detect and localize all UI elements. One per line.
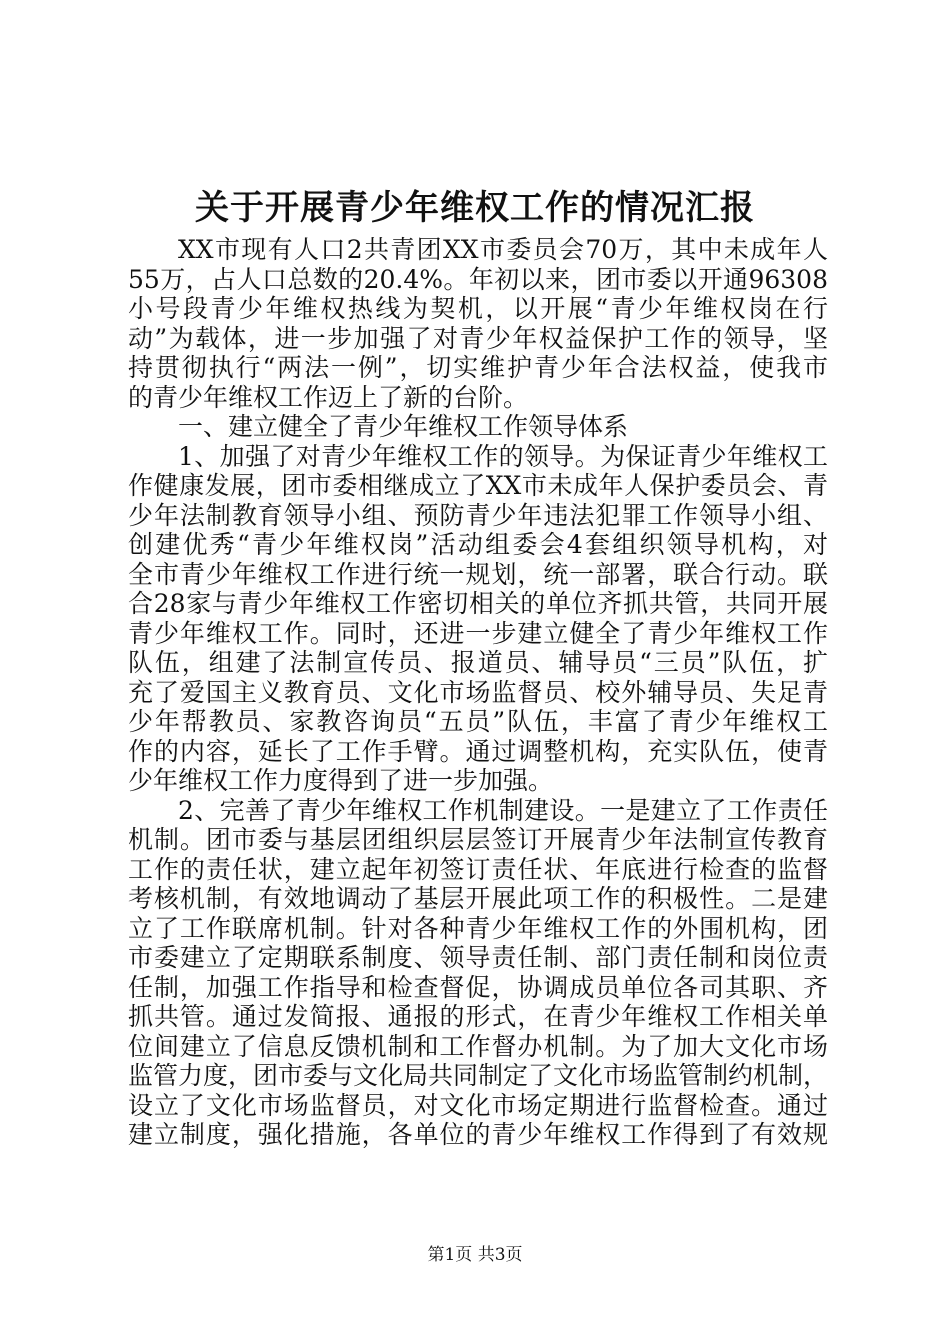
page-footer: 第1页 共3页 <box>427 1245 523 1265</box>
text-line: XX市现有人口2共青团XX市委员会70万，其中未成年人 <box>178 235 828 264</box>
text-line: 全市青少年维权工作进行统一规划，统一部署，联合行动。联 <box>128 559 828 589</box>
text-line: 任制，加强工作指导和检查督促，协调成员单位各司其职、齐 <box>128 972 828 1002</box>
text-line: 建立制度，强化措施，各单位的青少年维权工作得到了有效规 <box>128 1120 828 1149</box>
text-line: 少年维权工作力度得到了进一步加强。 <box>128 766 554 795</box>
text-line: 作健康发展，团市委相继成立了XX市未成年人保护委员会、青 <box>128 471 828 500</box>
text-line: 机制。团市委与基层团组织层层签订开展青少年法制宣传教育 <box>128 825 828 854</box>
text-line: 监管力度，团市委与文化局共同制定了文化市场监管制约机制， <box>128 1061 829 1090</box>
section-heading: 一、建立健全了青少年维权工作领导体系 <box>178 412 629 441</box>
text-line: 动”为载体，进一步加强了对青少年权益保护工作的领导，坚 <box>128 323 828 353</box>
text-line: 位间建立了信息反馈机制和工作督办机制。为了加大文化市场 <box>128 1031 828 1061</box>
document-body <box>128 235 828 1150</box>
text-line: 考核机制，有效地调动了基层开展此项工作的积极性。二是建 <box>128 884 828 913</box>
text-line: 的青少年维权工作迈上了新的台阶。 <box>128 382 529 412</box>
text-line: 创建优秀“青少年维权岗”活动组委会4套组织领导机构，对 <box>128 530 828 559</box>
text-line: 持贯彻执行“两法一例”，切实维护青少年合法权益，使我市 <box>128 353 828 382</box>
text-line: 小号段青少年维权热线为契机，以开展“青少年维权岗在行 <box>128 294 828 323</box>
text-line: 设立了文化市场监督员，对文化市场定期进行监督检查。通过 <box>128 1090 828 1120</box>
text-line: 55万，占人口总数的20.4%。年初以来，团市委以开通96308 <box>128 264 828 294</box>
text-line: 少年法制教育领导小组、预防青少年违法犯罪工作领导小组、 <box>128 500 828 530</box>
text-line: 作的内容，延长了工作手臂。通过调整机构，充实队伍，使青 <box>128 736 828 766</box>
text-line: 少年帮教员、家教咨询员“五员”队伍，丰富了青少年维权工 <box>128 707 828 736</box>
text-line: 充了爱国主义教育员、文化市场监督员、校外辅导员、失足青 <box>128 677 828 707</box>
text-line: 市委建立了定期联系制度、领导责任制、部门责任制和岗位责 <box>128 943 828 972</box>
text-line: 立了工作联席机制。针对各种青少年维权工作的外围机构，团 <box>128 913 828 943</box>
document-title: 关于开展青少年维权工作的情况汇报 <box>195 188 755 228</box>
text-line: 合28家与青少年维权工作密切相关的单位齐抓共管，共同开展 <box>128 589 828 618</box>
text-line: 抓共管。通过发简报、通报的形式，在青少年维权工作相关单 <box>128 1002 828 1031</box>
text-line: 青少年维权工作。同时，还进一步建立健全了青少年维权工作 <box>128 618 828 648</box>
text-line: 1、加强了对青少年维权工作的领导。为保证青少年维权工 <box>178 441 828 471</box>
text-line: 2、完善了青少年维权工作机制建设。一是建立了工作责任 <box>178 795 828 825</box>
text-line: 工作的责任状，建立起年初签订责任状、年底进行检查的监督 <box>128 854 828 884</box>
text-line: 队伍，组建了法制宣传员、报道员、辅导员“三员”队伍，扩 <box>128 648 828 677</box>
